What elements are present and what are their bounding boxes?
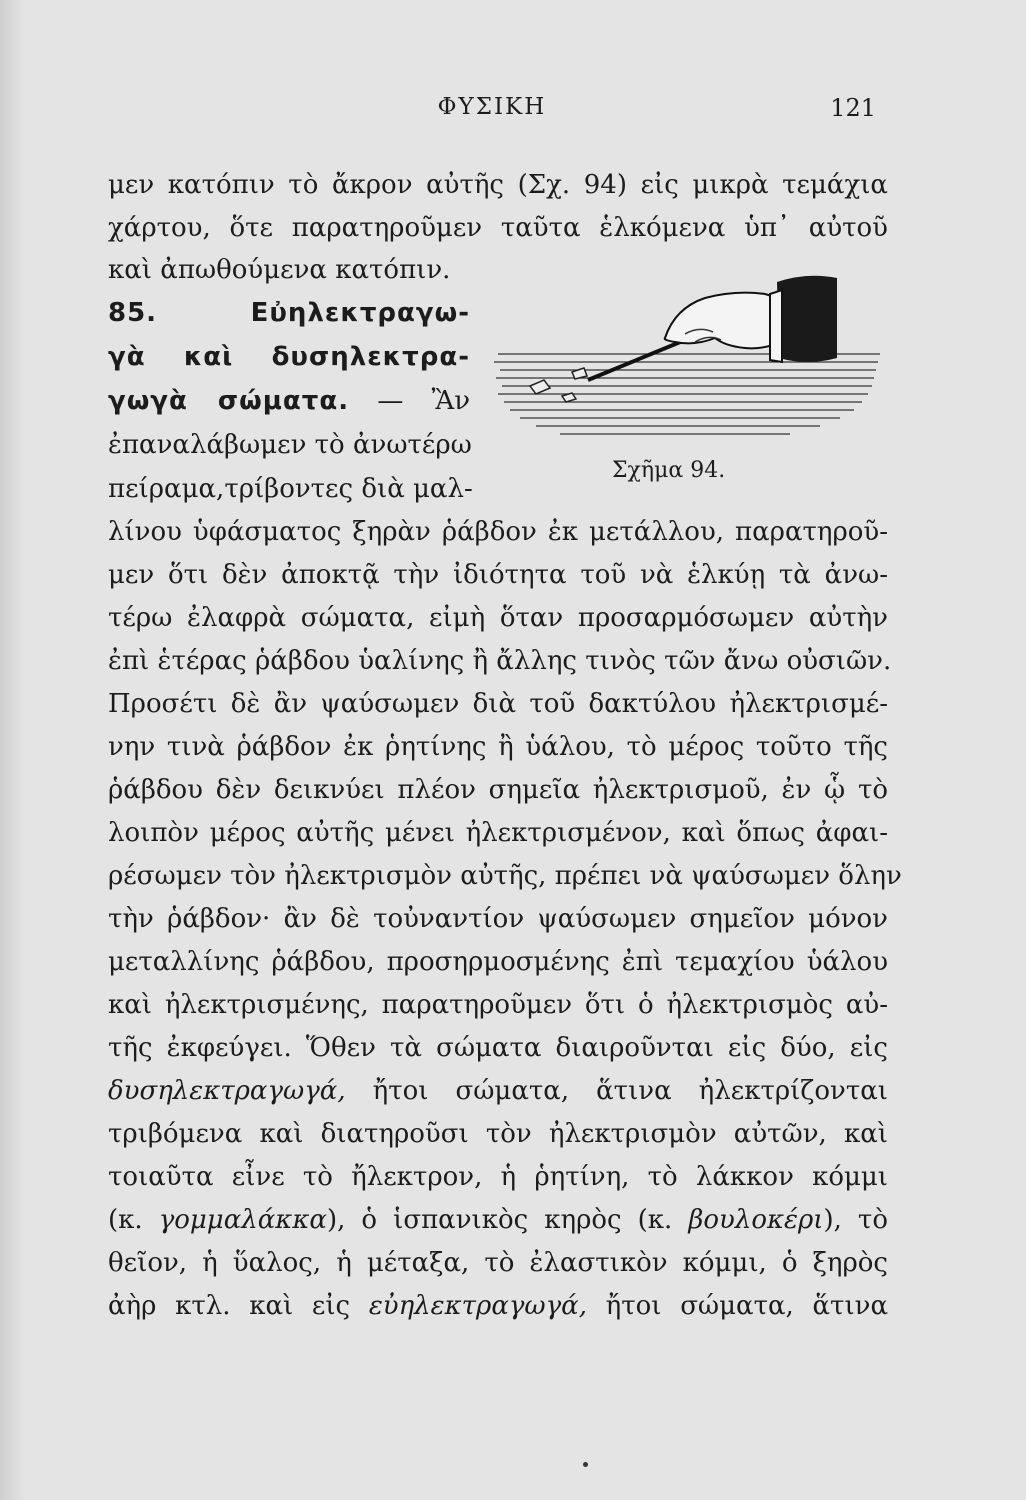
text-line: ρέσωμεν τὸν ἠλεκτρισμὸν αὐτῆς, πρέπει νὰ ψαύσωμεν ὅλην (108, 861, 902, 891)
text-line: Προσέτι δὲ ἂν ψαύσωμεν διὰ τοῦ δακτύλου ἠλεκτρισμέ- (108, 689, 888, 719)
section-title-part: γὰ καὶ δυσηλεκτρα- (108, 342, 470, 372)
text-fragment: (κ. (108, 1205, 159, 1235)
page-header (108, 94, 876, 134)
section-title-part: Εὐηλεκτραγω- (250, 298, 470, 328)
text-line: ἐπαναλάβωμεν τὸ ἀνωτέρω (108, 430, 472, 460)
emphasized-term: δυσηλεκτραγωγά, (108, 1076, 346, 1106)
text-fragment: — Ἂν (349, 386, 471, 416)
section-number: 85. (108, 298, 158, 328)
text-line: τοιαῦτα εἶνε τὸ ἤλεκτρον, ἡ ῥητίνη, τὸ λάκκον κόμμι (108, 1162, 888, 1192)
text-line (108, 1203, 888, 1237)
text-line: τριβόμενα καὶ διατηροῦσι τὸν ἠλεκτρισμὸν αὐτῶν, καὶ (108, 1119, 888, 1149)
text-fragment: ), τὸ (823, 1205, 888, 1235)
emphasized-term: γομμαλάκκα (158, 1205, 327, 1235)
text-line: μεταλλίνης ῥάβδου, προσηρμοσμένης ἐπὶ τεμαχίου ὑάλου (108, 947, 888, 977)
paper-scraps-icon (530, 368, 587, 402)
text-line: νην τινὰ ῥάβδον ἐκ ῥητίνης ἢ ὑάλου, τὸ μέρος τοῦτο τῆς (108, 732, 888, 762)
text-line: ῥάβδου δὲν δεικνύει πλέον σημεῖα ἠλεκτρισμοῦ, ἐν ᾧ τὸ (108, 775, 888, 805)
section-title-part: γωγὰ σώματα. (108, 386, 350, 416)
text-line: μεν ὅτι δὲν ἀποκτᾷ τὴν ἰδιότητα τοῦ νὰ ἑλκύῃ τὰ ἀνω- (108, 560, 888, 590)
text-line (108, 1289, 888, 1323)
text-line (108, 1074, 888, 1108)
emphasized-term: βουλοκέρι (688, 1205, 824, 1235)
text-fragment: ἀὴρ κτλ. καὶ εἰς (108, 1291, 369, 1321)
text-line: λίνου ὑφάσματος ξηρὰν ῥάβδον ἐκ μετάλλου, παρατηροῦ- (108, 517, 888, 547)
text-line: καὶ ἠλεκτρισμένης, παρατηροῦμεν ὅτι ὁ ἠλεκτρισμὸς αὐ- (108, 990, 888, 1020)
text-line: τὴν ῥάβδον· ἂν δὲ τοὐναντίον ψαύσωμεν σημεῖον μόνον (108, 904, 888, 934)
section-heading-line (108, 384, 470, 418)
section-heading-line (108, 296, 470, 330)
text-line: ἐπὶ ἑτέρας ῥάβδου ὑαλίνης ἢ ἄλλης τινὸς τῶν ἄνω οὐσιῶν. (108, 646, 892, 676)
sleeve-cuff-icon (777, 276, 837, 362)
rod-icon (588, 338, 690, 380)
page-spine-shadow (0, 0, 26, 1500)
text-line: λοιπὸν μέρος αὐτῆς μένει ἠλεκτρισμένον, καὶ ὅπως ἀφαι- (108, 818, 888, 848)
text-line: τέρω ἐλαφρὰ σώματα, εἰμὴ ὅταν προσαρμόσωμεν αὐτὴν (108, 603, 888, 633)
page-number: 121 (830, 94, 876, 122)
text-line: πείραμα,τρίβοντες διὰ μαλ- (108, 474, 473, 504)
text-fragment: ), ὁ ἱσπανικὸς κηρὸς (κ. (326, 1205, 689, 1235)
text-fragment: ἤτοι σώματα, ἅτινα (586, 1291, 888, 1321)
figure-caption: Σχῆμα 94. (612, 458, 726, 483)
ink-spot (583, 1462, 588, 1467)
text-line: θεῖον, ἡ ὕαλος, ἡ μέταξα, τὸ ἐλαστικὸν κόμμι, ὁ ξηρὸς (108, 1248, 888, 1278)
text-line: τῆς ἐκφεύγει. Ὅθεν τὰ σώματα διαιροῦνται εἰς δύο, εἰς (108, 1033, 888, 1063)
running-title: ΦΥΣΙΚΗ (437, 94, 547, 120)
text-fragment: ἤτοι σώματα, ἅτινα ἠλεκτρίζονται (345, 1076, 888, 1106)
hand-icon (665, 293, 785, 349)
text-line: μεν κατόπιν τὸ ἄκρον αὐτῆς (Σχ. 94) εἰς μικρὰ τεμάχια (108, 170, 888, 200)
emphasized-term: εὐηλεκτραγωγά, (368, 1291, 587, 1321)
text-line: χάρτου, ὅτε παρατηροῦμεν ταῦτα ἑλκόμενα ὑπ᾽ αὐτοῦ (108, 213, 888, 243)
text-line: καὶ ἀπωθούμενα κατόπιν. (108, 255, 451, 285)
